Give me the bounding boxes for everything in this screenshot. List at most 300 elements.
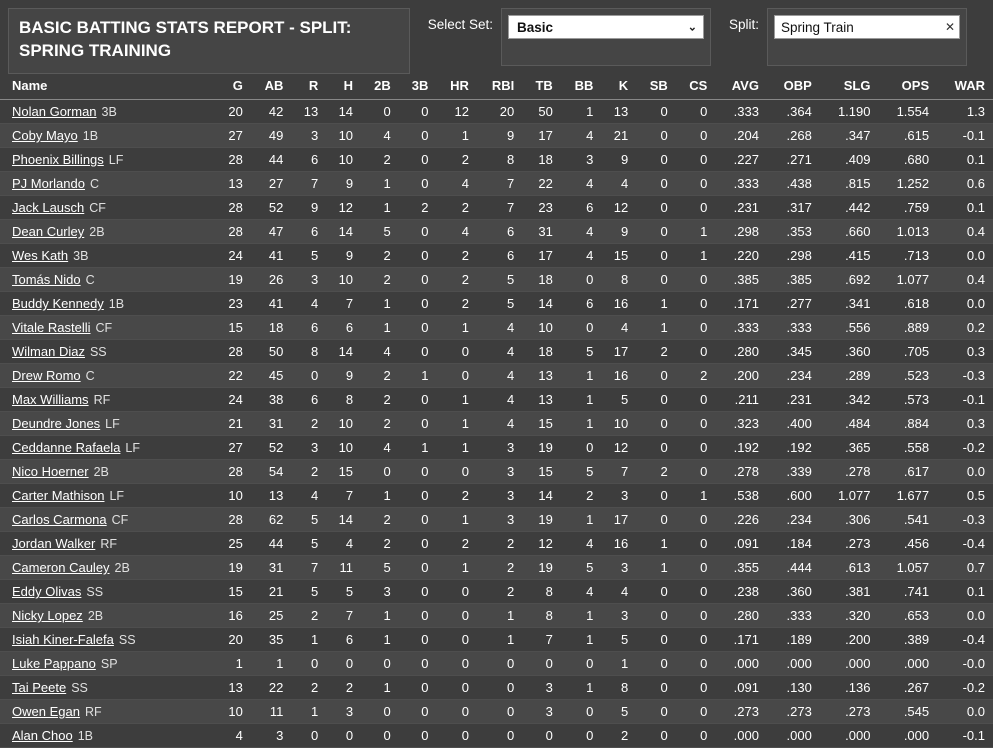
stat-cell-2b: 1 [361,676,399,700]
stat-cell-rbi: 2 [477,556,522,580]
column-header-obp[interactable]: OBP [767,74,820,100]
table-row[interactable] [0,676,993,700]
stat-cell-rbi: 7 [477,172,522,196]
column-header-rbi[interactable]: RBI [477,74,522,100]
table-row[interactable] [0,724,993,748]
stat-cell-avg: .273 [715,700,767,724]
table-row[interactable] [0,412,993,436]
stat-cell-rbi: 4 [477,316,522,340]
stat-cell-ab: 38 [251,388,292,412]
stat-cell-slg: .409 [820,148,879,172]
stat-cell-slg: .278 [820,460,879,484]
stat-cell-tb: 18 [522,340,561,364]
stat-cell-bb: 4 [561,244,602,268]
stat-cell-bb: 0 [561,316,602,340]
stat-cell-g: 28 [216,220,251,244]
stat-cell-hr: 0 [436,364,477,388]
player-position: LF [109,489,125,503]
stat-cell-ops: .000 [878,652,937,676]
stat-cell-avg: .333 [715,316,767,340]
stat-cell-k: 13 [601,100,636,124]
stat-cell-obp: .277 [767,292,820,316]
chevron-down-icon: ⌄ [687,21,697,34]
stat-cell-hr: 0 [436,340,477,364]
table-row[interactable] [0,316,993,340]
stat-cell-bb: 4 [561,532,602,556]
stat-cell-slg: .342 [820,388,879,412]
stat-cell-sb: 0 [636,484,676,508]
stat-cell-bb: 5 [561,556,602,580]
stat-cell-k: 15 [601,244,636,268]
stat-cell-h: 3 [326,700,361,724]
column-header-2b[interactable]: 2B [361,74,399,100]
stat-cell-sb: 0 [636,172,676,196]
stat-cell-r: 9 [291,196,326,220]
stat-cell-cs: 0 [676,532,716,556]
player-name-cell [0,676,216,700]
stat-cell-r: 0 [291,652,326,676]
stat-cell-r: 3 [291,124,326,148]
stat-cell-obp: .231 [767,388,820,412]
stat-cell-ops: .618 [878,292,937,316]
stat-cell-3b: 0 [399,292,437,316]
stat-cell-hr: 0 [436,460,477,484]
stat-cell-war: -0.0 [937,652,993,676]
stat-cell-g: 28 [216,148,251,172]
player-link[interactable]: Nolan Gorman [12,104,97,119]
stat-cell-3b: 0 [399,652,437,676]
player-link[interactable]: Deundre Jones [12,416,101,431]
stat-cell-2b: 2 [361,412,399,436]
stat-cell-hr: 2 [436,148,477,172]
stat-cell-g: 23 [216,292,251,316]
player-name-cell [0,172,216,196]
column-header-h[interactable]: H [326,74,361,100]
table-row[interactable] [0,460,993,484]
player-link[interactable]: Owen Egan [12,704,80,719]
player-link[interactable]: Coby Mayo [12,128,78,143]
stat-cell-tb: 17 [522,124,561,148]
table-row[interactable] [0,556,993,580]
stat-cell-3b: 0 [399,724,437,748]
stat-cell-war: 0.5 [937,484,993,508]
player-position: LF [105,417,120,431]
stat-cell-tb: 18 [522,148,561,172]
stat-cell-obp: .353 [767,220,820,244]
player-name-cell [0,148,216,172]
stat-cell-bb: 0 [561,700,602,724]
table-row[interactable] [0,172,993,196]
stat-cell-r: 5 [291,532,326,556]
player-link[interactable]: Vitale Rastelli [12,320,91,335]
player-name-cell [0,292,216,316]
stat-cell-war: 0.6 [937,172,993,196]
stat-cell-2b: 0 [361,700,399,724]
stat-cell-rbi: 3 [477,508,522,532]
player-position: RF [100,537,117,551]
column-header-avg[interactable]: AVG [715,74,767,100]
stat-cell-tb: 14 [522,484,561,508]
stat-cell-war: 0.0 [937,244,993,268]
stat-cell-rbi: 2 [477,532,522,556]
stat-cell-k: 3 [601,556,636,580]
player-link[interactable]: Dean Curley [12,224,85,239]
player-position: 2B [89,225,105,239]
stat-cell-sb: 0 [636,724,676,748]
column-header-bb[interactable]: BB [561,74,602,100]
stat-cell-ab: 42 [251,100,292,124]
table-row[interactable] [0,148,993,172]
column-header-name[interactable]: Name [0,74,216,100]
player-name-cell [0,532,216,556]
set-dropdown[interactable] [508,15,704,39]
player-link[interactable]: Wilman Diaz [12,344,85,359]
player-link[interactable]: Buddy Kennedy [12,296,104,311]
stat-cell-war: -0.4 [937,628,993,652]
column-header-k[interactable]: K [601,74,636,100]
stat-cell-sb: 0 [636,364,676,388]
stat-cell-bb: 6 [561,292,602,316]
stat-cell-slg: .289 [820,364,879,388]
player-link[interactable]: Tai Peete [12,680,67,695]
table-row[interactable] [0,652,993,676]
stat-cell-r: 4 [291,484,326,508]
stat-cell-ops: .456 [878,532,937,556]
player-name-cell [0,460,216,484]
stat-cell-hr: 0 [436,604,477,628]
player-position: SS [89,345,107,359]
stat-cell-rbi: 5 [477,292,522,316]
stat-cell-hr: 0 [436,724,477,748]
table-row[interactable] [0,220,993,244]
stat-cell-h: 11 [326,556,361,580]
stat-cell-hr: 2 [436,532,477,556]
stat-cell-k: 9 [601,220,636,244]
player-position: RF [93,393,111,407]
stat-cell-k: 16 [601,532,636,556]
stat-cell-h: 4 [326,532,361,556]
stat-cell-tb: 10 [522,316,561,340]
stat-cell-obp: .271 [767,148,820,172]
stat-cell-cs: 0 [676,508,716,532]
stat-cell-2b: 0 [361,100,399,124]
stat-cell-war: 0.0 [937,460,993,484]
stat-cell-r: 1 [291,700,326,724]
column-header-war[interactable]: WAR [937,74,993,100]
player-link[interactable]: Ceddanne Rafaela [12,440,121,455]
close-icon[interactable]: ✕ [944,20,955,34]
stat-cell-rbi: 6 [477,220,522,244]
table-row[interactable] [0,268,993,292]
stat-cell-tb: 19 [522,556,561,580]
select-set-group [428,8,711,66]
stats-table-body [0,100,993,748]
player-link[interactable]: Max Williams [12,392,89,407]
split-group [729,8,967,66]
table-row[interactable] [0,532,993,556]
stat-cell-war: -0.3 [937,508,993,532]
table-row[interactable] [0,484,993,508]
stat-cell-avg: .278 [715,460,767,484]
table-row[interactable] [0,580,993,604]
stat-cell-k: 21 [601,124,636,148]
player-position: SS [118,633,136,647]
stat-cell-r: 7 [291,556,326,580]
column-header-3b[interactable]: 3B [399,74,437,100]
stat-cell-3b: 0 [399,388,437,412]
stat-cell-k: 7 [601,460,636,484]
stats-table-container[interactable] [0,74,993,743]
player-link[interactable]: Phoenix Billings [12,152,104,167]
stat-cell-cs: 0 [676,604,716,628]
table-row[interactable] [0,436,993,460]
stat-cell-hr: 1 [436,316,477,340]
player-link[interactable]: Drew Romo [12,368,81,383]
stat-cell-war: -0.3 [937,364,993,388]
player-link[interactable]: Jack Lausch [12,200,85,215]
player-link[interactable]: Tomás Nido [12,272,81,287]
stat-cell-g: 19 [216,268,251,292]
stat-cell-ab: 25 [251,604,292,628]
stat-cell-ab: 45 [251,364,292,388]
stat-cell-hr: 4 [436,220,477,244]
stat-cell-bb: 0 [561,436,602,460]
stat-cell-g: 20 [216,628,251,652]
stat-cell-hr: 1 [436,124,477,148]
split-input[interactable] [774,15,960,39]
stat-cell-avg: .298 [715,220,767,244]
table-row[interactable] [0,244,993,268]
player-link[interactable]: Alan Choo [12,728,73,743]
stat-cell-3b: 0 [399,700,437,724]
stat-cell-hr: 2 [436,292,477,316]
select-set-label: Select Set: [427,17,493,32]
player-link[interactable]: Nico Hoerner [12,464,89,479]
table-row[interactable] [0,364,993,388]
stat-cell-bb: 4 [561,580,602,604]
stat-cell-bb: 1 [561,628,602,652]
column-header-ops[interactable]: OPS [878,74,937,100]
stat-cell-3b: 0 [399,604,437,628]
stat-cell-ops: .759 [878,196,937,220]
column-header-hr[interactable]: HR [436,74,477,100]
stat-cell-cs: 0 [676,124,716,148]
stat-cell-tb: 8 [522,580,561,604]
player-link[interactable]: Isiah Kiner-Falefa [12,632,114,647]
stat-cell-obp: .184 [767,532,820,556]
player-link[interactable]: Wes Kath [12,248,69,263]
player-link[interactable]: Nicky Lopez [12,608,83,623]
stat-cell-ops: .741 [878,580,937,604]
stat-cell-obp: .268 [767,124,820,148]
stat-cell-slg: .381 [820,580,879,604]
column-header-tb[interactable]: TB [522,74,561,100]
stat-cell-obp: .192 [767,436,820,460]
stat-cell-avg: .091 [715,532,767,556]
player-link[interactable]: Cameron Cauley [12,560,110,575]
table-row[interactable] [0,508,993,532]
player-name-cell [0,700,216,724]
player-link[interactable]: Eddy Olivas [12,584,82,599]
stat-cell-h: 12 [326,196,361,220]
table-row[interactable] [0,196,993,220]
table-row[interactable] [0,100,993,124]
table-row[interactable] [0,388,993,412]
stat-cell-3b: 0 [399,628,437,652]
stat-cell-sb: 0 [636,220,676,244]
stat-cell-ab: 18 [251,316,292,340]
stat-cell-r: 6 [291,148,326,172]
stat-cell-k: 16 [601,292,636,316]
column-header-ab[interactable]: AB [251,74,292,100]
stat-cell-3b: 0 [399,676,437,700]
stat-cell-bb: 5 [561,460,602,484]
stat-cell-avg: .238 [715,580,767,604]
player-position: 1B [108,297,125,311]
stat-cell-slg: .556 [820,316,879,340]
player-link[interactable]: Jordan Walker [12,536,96,551]
player-position: 1B [82,129,99,143]
player-link[interactable]: Luke Pappano [12,656,96,671]
stat-cell-rbi: 5 [477,268,522,292]
stat-cell-3b: 0 [399,148,437,172]
stat-cell-ab: 31 [251,556,292,580]
stat-cell-cs: 0 [676,172,716,196]
stat-cell-ops: .653 [878,604,937,628]
stat-cell-obp: .360 [767,580,820,604]
stat-cell-obp: .234 [767,364,820,388]
stat-cell-2b: 1 [361,196,399,220]
stat-cell-cs: 0 [676,196,716,220]
stat-cell-bb: 4 [561,220,602,244]
stat-cell-cs: 0 [676,340,716,364]
stat-cell-tb: 0 [522,724,561,748]
stat-cell-avg: .355 [715,556,767,580]
stat-cell-slg: .320 [820,604,879,628]
stat-cell-hr: 1 [436,508,477,532]
column-header-g[interactable]: G [216,74,251,100]
stat-cell-hr: 1 [436,388,477,412]
stat-cell-k: 5 [601,628,636,652]
stat-cell-obp: .273 [767,700,820,724]
stat-cell-g: 24 [216,244,251,268]
stat-cell-h: 0 [326,724,361,748]
stat-cell-war: 0.4 [937,268,993,292]
stat-cell-2b: 1 [361,316,399,340]
player-position: 3B [101,105,117,119]
table-row[interactable] [0,604,993,628]
stat-cell-ops: .680 [878,148,937,172]
stat-cell-obp: .000 [767,652,820,676]
stat-cell-avg: .211 [715,388,767,412]
stat-cell-obp: .000 [767,724,820,748]
player-position: CF [89,201,106,215]
stats-table-head [0,74,993,100]
stat-cell-3b: 2 [399,196,437,220]
column-header-r[interactable]: R [291,74,326,100]
stat-cell-rbi: 7 [477,196,522,220]
stat-cell-k: 4 [601,316,636,340]
stat-cell-slg: .136 [820,676,879,700]
stat-cell-bb: 0 [561,652,602,676]
stat-cell-2b: 2 [361,148,399,172]
stat-cell-avg: .000 [715,652,767,676]
stat-cell-sb: 0 [636,100,676,124]
stat-cell-war: 0.1 [937,196,993,220]
stat-cell-hr: 2 [436,244,477,268]
stat-cell-cs: 1 [676,220,716,244]
stat-cell-tb: 3 [522,700,561,724]
report-toolbar [0,0,993,74]
stat-cell-2b: 4 [361,124,399,148]
stat-cell-k: 5 [601,388,636,412]
stat-cell-r: 3 [291,436,326,460]
column-header-slg[interactable]: SLG [820,74,879,100]
stat-cell-sb: 0 [636,628,676,652]
stat-cell-avg: .280 [715,340,767,364]
stat-cell-2b: 0 [361,460,399,484]
table-row[interactable] [0,700,993,724]
stat-cell-3b: 0 [399,340,437,364]
column-header-sb[interactable]: SB [636,74,676,100]
stat-cell-slg: 1.190 [820,100,879,124]
table-row[interactable] [0,124,993,148]
stat-cell-hr: 1 [436,412,477,436]
player-name-cell [0,100,216,124]
stat-cell-k: 4 [601,172,636,196]
stat-cell-ops: .573 [878,388,937,412]
stat-cell-obp: .339 [767,460,820,484]
stat-cell-hr: 0 [436,628,477,652]
stat-cell-rbi: 4 [477,388,522,412]
stat-cell-avg: .091 [715,676,767,700]
stat-cell-g: 19 [216,556,251,580]
stat-cell-r: 0 [291,364,326,388]
player-link[interactable]: Carter Mathison [12,488,105,503]
stat-cell-2b: 1 [361,604,399,628]
stat-cell-rbi: 0 [477,700,522,724]
stat-cell-3b: 0 [399,532,437,556]
player-link[interactable]: PJ Morlando [12,176,85,191]
stat-cell-war: 0.1 [937,580,993,604]
stat-cell-war: 0.0 [937,700,993,724]
table-row[interactable] [0,340,993,364]
stat-cell-obp: .600 [767,484,820,508]
stat-cell-g: 16 [216,604,251,628]
stat-cell-ab: 35 [251,628,292,652]
player-link[interactable]: Carlos Carmona [12,512,107,527]
stat-cell-sb: 0 [636,580,676,604]
stat-cell-r: 2 [291,676,326,700]
stat-cell-tb: 13 [522,388,561,412]
stat-cell-k: 3 [601,604,636,628]
table-row[interactable] [0,292,993,316]
player-position: 2B [114,561,130,575]
stat-cell-k: 8 [601,268,636,292]
stat-cell-bb: 6 [561,196,602,220]
stat-cell-k: 4 [601,580,636,604]
column-header-cs[interactable]: CS [676,74,716,100]
table-row[interactable] [0,628,993,652]
stat-cell-cs: 0 [676,724,716,748]
stat-cell-ops: .713 [878,244,937,268]
stat-cell-sb: 2 [636,460,676,484]
stat-cell-hr: 0 [436,580,477,604]
stat-cell-tb: 19 [522,508,561,532]
player-name-cell [0,604,216,628]
stat-cell-sb: 0 [636,124,676,148]
stat-cell-tb: 31 [522,220,561,244]
